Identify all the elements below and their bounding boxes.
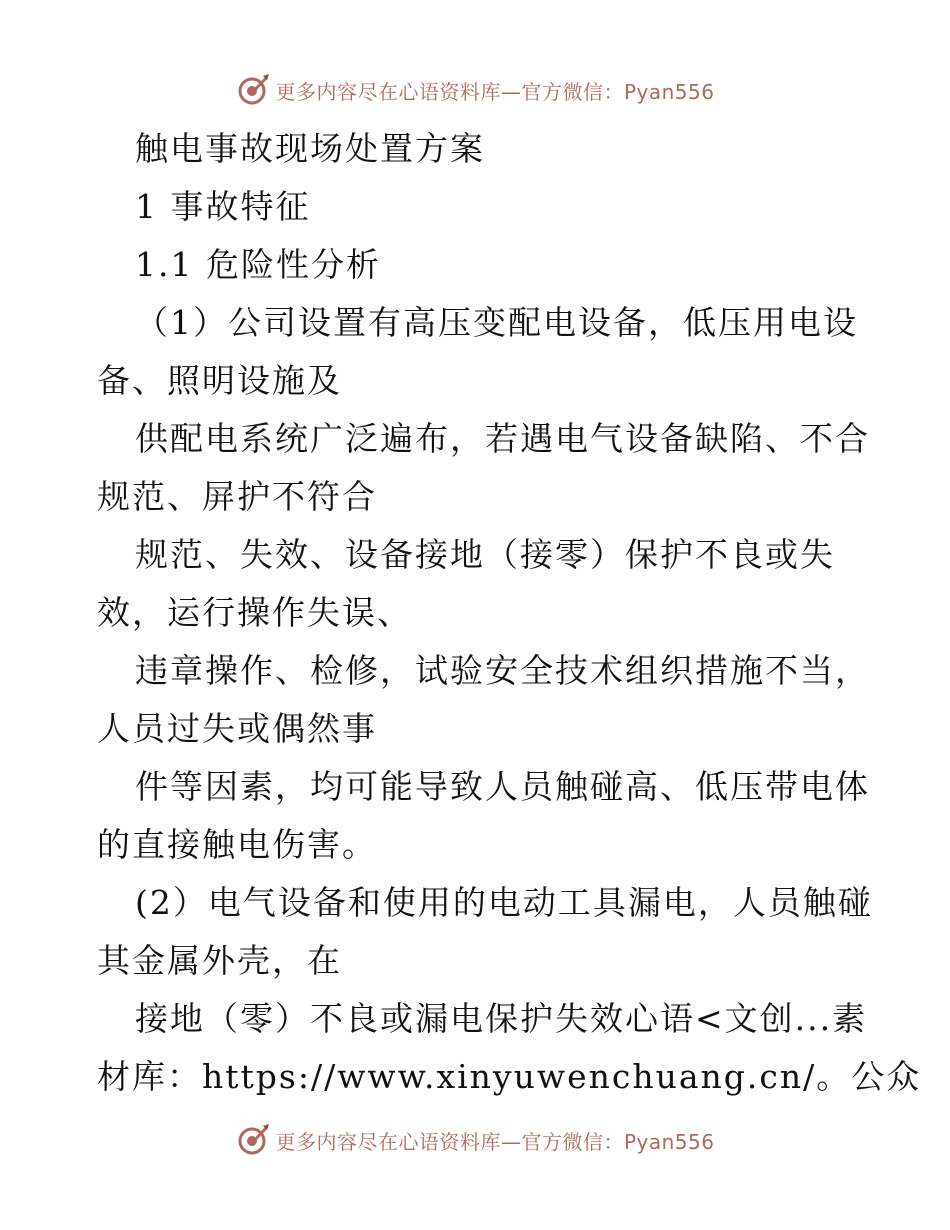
quill-logo-icon	[235, 72, 271, 108]
paragraph-line: 人员过失或偶然事	[97, 709, 377, 748]
paragraph-line: 材库：https://www.xinyuwenchuang.cn/。公众	[97, 1057, 922, 1096]
paragraph-line: 备、照明设施及	[97, 361, 342, 400]
watermark-footer	[0, 1120, 950, 1160]
paragraph-line: 的直接触电伤害。	[97, 825, 377, 864]
paragraph-line: 规范、失效、设备接地（接零）保护不良或失	[135, 535, 835, 574]
paragraph-line: 接地（零）不良或漏电保护失效心语<文创...素	[135, 999, 868, 1038]
paragraph-line: 其金属外壳，在	[97, 941, 342, 980]
subsection-heading: 1.1 危险性分析	[135, 245, 381, 284]
quill-logo-icon	[235, 1122, 271, 1158]
watermark-header	[0, 70, 950, 110]
paragraph-line: 规范、屏护不符合	[97, 477, 377, 516]
watermark-text: 更多内容尽在心语资料库—官方微信：Pyan556	[275, 79, 715, 104]
paragraph-line: 件等因素，均可能导致人员触碰高、低压带电体	[135, 767, 870, 806]
document-title: 触电事故现场处置方案	[135, 129, 485, 168]
section-heading: 1 事故特征	[135, 187, 311, 226]
paragraph-line: 违章操作、检修，试验安全技术组织措施不当，	[135, 651, 870, 690]
paragraph-line: 效，运行操作失误、	[97, 593, 412, 632]
watermark-text: 更多内容尽在心语资料库—官方微信：Pyan556	[275, 1129, 715, 1154]
paragraph-line: （1）公司设置有高压变配电设备，低压用电设	[135, 303, 858, 342]
paragraph-line: 供配电系统广泛遍布，若遇电气设备缺陷、不合	[135, 419, 870, 458]
paragraph-line: (2）电气设备和使用的电动工具漏电，人员触碰	[135, 883, 873, 922]
